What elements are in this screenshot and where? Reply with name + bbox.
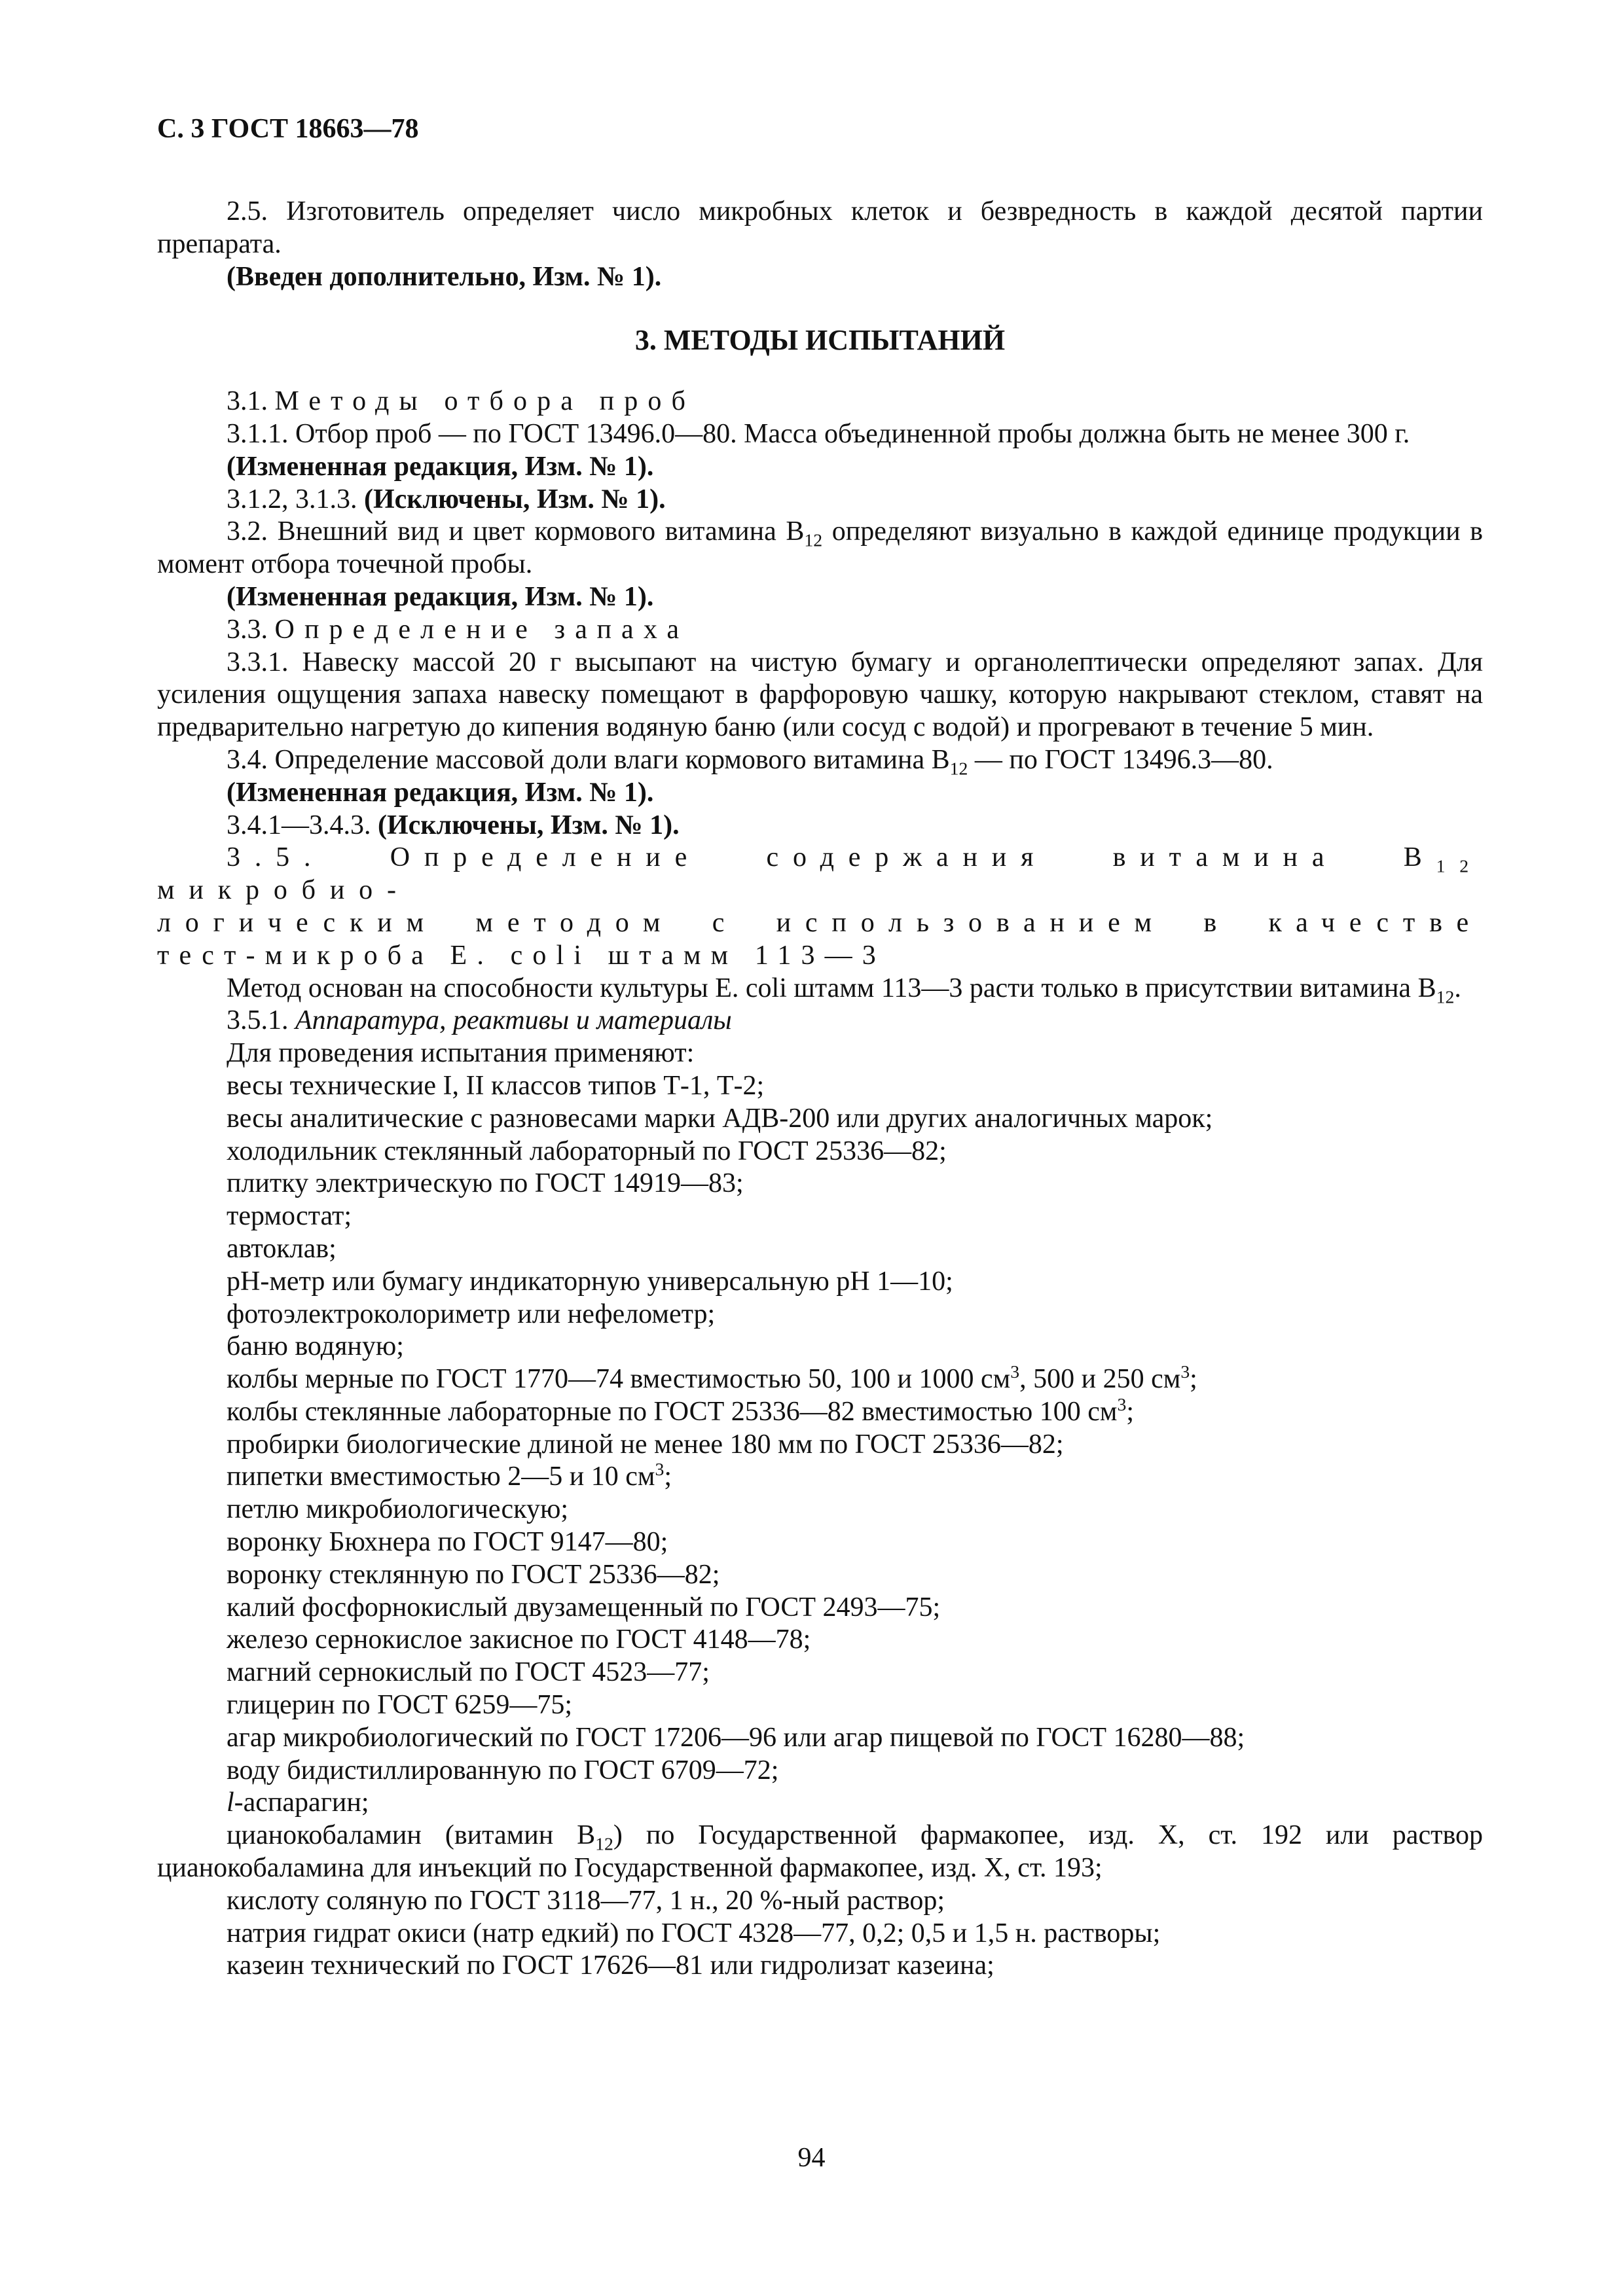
paragraph-3-2-subscript: 12 [804,529,823,550]
pipettes-superscript: 3 [655,1459,665,1480]
flasks-superscript-1: 3 [1010,1361,1020,1382]
asparagine-text: -аспарагин; [234,1787,369,1818]
flasks-text-c: ; [1190,1364,1197,1395]
list-item: холодильник стеклянный лабораторный по ГОСТ 25336—82; [227,1136,947,1166]
pipettes-text-a: пипетки вместимостью 2—5 и 10 см [227,1462,655,1492]
amendment-note-1: (Измененная редакция, Изм. № 1). [227,451,654,482]
list-item: фотоэлектроколориметр или нефелометр; [227,1299,716,1329]
paragraph-3-5-description [157,973,1483,1005]
list-item: глицерин по ГОСТ 6259—75; [227,1690,572,1721]
paragraph-3-3 [157,614,1483,647]
list-item: весы технические I, II классов типов Т-1, Т-2; [227,1070,765,1101]
page-header: С. 3 ГОСТ 18663—78 [157,114,419,144]
paragraph-3-3-number: 3.3. [227,614,275,645]
apply-intro: Для проведения испытания применяют: [227,1038,695,1069]
list-item: pH-метр или бумагу индикаторную универсальную pH 1—10; [227,1266,953,1297]
list-item: автоклав; [227,1233,337,1264]
flasks-superscript-2: 3 [1180,1361,1190,1382]
document-page [157,113,1483,1982]
paragraph-3-1-heading: Методы отбора проб [274,386,695,417]
list-item [157,1461,1483,1494]
list-item: пробирки биологические длиной не менее 180 мм по ГОСТ 25336—82; [227,1429,1064,1460]
paragraph-3-5-1-heading: Аппаратура, реактивы и материалы [295,1005,732,1036]
glass-flasks-text-b: ; [1126,1396,1135,1427]
paragraph-2-5: 2.5. Изготовитель определяет число микробных клеток и безвредность в каждой десятой партии препарата. [157,196,1483,259]
paragraph-3-2 [157,516,1483,581]
flasks-text-b: , 500 и 250 см [1019,1364,1181,1395]
paragraph-3-1-2-number: 3.1.2, 3.1.3. [227,484,364,514]
list-item [157,1363,1483,1396]
amendment-note-3: (Измененная редакция, Изм. № 1). [227,777,654,808]
amendment-note-2-5: (Введен дополнительно, Изм. № 1). [227,261,662,292]
list-item [157,1820,1483,1885]
paragraph-3-5-1-number: 3.5.1. [227,1005,295,1036]
list-item: калий фосфорнокислый двузамещенный по ГОСТ 2493—75; [227,1592,941,1623]
list-item: баню водяную; [227,1331,404,1362]
list-item: термостат; [227,1201,352,1232]
list-item: плитку электрическую по ГОСТ 14919—83; [227,1168,744,1199]
paragraph-3-5-description-subscript: 12 [1436,986,1455,1007]
glass-flasks-text-a: колбы стеклянные лабораторные по ГОСТ 25336—82 вместимостью 100 см [227,1396,1118,1427]
paragraph-3-4-1-note: (Исключены, Изм. № 1). [378,810,680,840]
list-item: весы аналитические с разновесами марки АДВ-200 или других аналогичных марок; [227,1103,1213,1134]
list-item: магний сернокислый по ГОСТ 4523—77; [227,1657,710,1688]
paragraph-3-4 [157,744,1483,777]
paragraph-3-4-text-a: 3.4. Определение массовой доли влаги кормового витамина B [227,744,950,775]
paragraph-3-3-heading: Определение запаха [274,614,689,645]
paragraph-3-1-1: 3.1.1. Отбор проб — по ГОСТ 13496.0—80. Масса объединенной пробы должна быть не менее 300 г. [227,418,1410,449]
paragraph-3-4-subscript: 12 [949,758,968,779]
paragraph-3-5-heading-subscript: 12 [1436,855,1483,876]
paragraph-3-5-heading-line-3: тест-микроба E. coli штамм 113—3 [157,940,886,971]
paragraph-3-4-1-number: 3.4.1—3.4.3. [227,810,378,840]
paragraph-3-5-heading-line-1 [157,842,1483,907]
paragraph-3-2-text-a: 3.2. Внешний вид и цвет кормового витамина B [227,516,805,547]
paragraph-3-4-text-b: — по ГОСТ 13496.3—80. [968,744,1273,775]
cyanocobalamin-text-b: ) по Государственной фармакопее, изд. X, ст. 192 или раствор цианокобаламина для инъекций по Государственной фармакопее, изд. X, ст. 193; [157,1820,1483,1884]
list-item: воду бидистиллированную по ГОСТ 6709—72; [227,1755,779,1785]
paragraph-3-4-1 [157,810,1483,842]
asparagine-prefix: l [227,1787,234,1818]
paragraph-3-2-text-b: определяют визуально в каждой единице продукции в момент отбора точечной пробы. [157,516,1483,580]
paragraph-3-5-heading-a: 3.5. Определение содержания витамина B [227,842,1436,873]
list-item: воронку Бюхнера по ГОСТ 9147—80; [227,1527,668,1558]
amendment-note-2: (Измененная редакция, Изм. № 1). [227,581,654,612]
paragraph-3-5-1 [157,1005,1483,1037]
paragraph-3-1-2-note: (Исключены, Изм. № 1). [364,484,666,514]
section-title: 3. МЕТОДЫ ИСПЫТАНИЙ [634,324,1006,357]
paragraph-3-5-description-b: . [1454,973,1461,1003]
paragraph-3-5-heading-line-2: логическим методом с использованием в качестве [157,907,1483,938]
pipettes-text-b: ; [664,1462,672,1492]
paragraph-3-5-heading-b: микробио- [157,875,410,906]
list-item: казеин технический по ГОСТ 17626—81 или гидролизат казеина; [227,1950,994,1981]
flasks-text-a: колбы мерные по ГОСТ 1770—74 вместимостью 50, 100 и 1000 см [227,1364,1011,1395]
paragraph-3-3-1: 3.3.1. Навеску массой 20 г высыпают на чистую бумагу и органолептически определяют запах. Для усиления ощущения запаха навеску помещают в фарфоровую чашку, которую накрывают стеклом, ставят на предварительно нагретую до кипения водяную баню (или сосуд с водой) и прогревают в течение 5 мин. [157,647,1483,743]
paragraph-3-1-2 [157,484,1483,516]
list-item: натрия гидрат окиси (натр едкий) по ГОСТ 4328—77, 0,2; 0,5 и 1,5 н. растворы; [227,1918,1161,1948]
cyanocobalamin-subscript: 12 [595,1833,613,1854]
list-item [157,1393,1483,1429]
list-item: петлю микробиологическую; [227,1494,568,1525]
cyanocobalamin-text-a: цианокобаламин (витамин B [227,1820,596,1851]
paragraph-3-5-description-a: Метод основан на способности культуры E. coli штамм 113—3 расти только в присутствии витамина B [227,973,1436,1003]
page-number: 94 [797,2143,826,2173]
paragraph-3-1-number: 3.1. [227,386,275,417]
glass-flasks-superscript: 3 [1117,1393,1127,1414]
list-item: воронку стеклянную по ГОСТ 25336—82; [227,1559,720,1590]
paragraph-3-1 [157,386,1483,418]
list-item: агар микробиологический по ГОСТ 17206—96 или агар пищевой по ГОСТ 16280—88; [227,1722,1245,1753]
list-item: кислоту соляную по ГОСТ 3118—77, 1 н., 20 %-ный раствор; [227,1885,945,1916]
list-item [157,1787,1483,1820]
list-item: железо сернокислое закисное по ГОСТ 4148—78; [227,1624,811,1655]
